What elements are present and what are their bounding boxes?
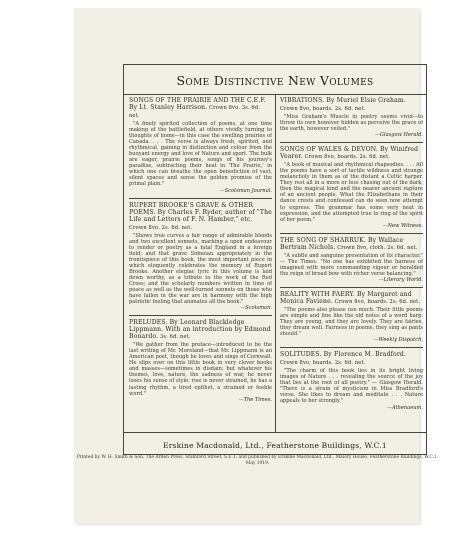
column-divider (275, 94, 276, 432)
book-entry (280, 351, 423, 410)
entry-separator (280, 347, 423, 348)
review-source: —Scotsman. (240, 305, 272, 312)
entry-separator (280, 142, 423, 143)
book-author: By Florence M. Bradford. (321, 351, 407, 359)
book-price: Crown 8vo, boards. 2s. 6d. net. (280, 360, 366, 367)
book-entry (129, 97, 272, 194)
entry-separator (129, 315, 272, 316)
review-source: —The Times. (238, 396, 272, 403)
review-source: —New Witness. (382, 222, 423, 229)
book-title: THE SONG OF SHARRUK. (280, 236, 366, 244)
book-title: VIBRATIONS. (280, 97, 325, 104)
press-review: "A finely spirited collection of poems, at one time making of the battlefield, at others vividly turning to thoughts of home—in this case the swelling prairies of Canada. . . . The verse is always fresh, spirited, and rhythmical, gaining in distinction and colour from the buoyant energy and love of Nature and sport. The bulk are eager, prairie poems, songs of his journey's paradise, subtracting their heat in 'The Prairie,' in which one can breathe the open benediction of vast, silent spaces and sense the golden promise of the primal plain." (129, 121, 272, 188)
entry-separator (280, 287, 423, 288)
book-title: SONGS OF THE PRAIRIE AND THE C.E.F. (129, 97, 266, 104)
book-price: Crown 8vo. 3s. 6d. net. (129, 105, 261, 119)
book-entry (129, 202, 272, 312)
right-column (280, 97, 423, 415)
book-heading (280, 351, 423, 367)
back-cover-page (74, 8, 423, 523)
book-author: By Lt. Stanley Harrison. (129, 104, 208, 111)
entry-separator (280, 233, 423, 234)
book-entry (280, 146, 423, 229)
book-heading (280, 237, 423, 252)
book-heading (129, 97, 272, 120)
press-review: "A book of musical and rhythmical rhapsodies. . . . All the poems have a sort of tactile wildness and strange melancholy in them as of the distant a Celtic harper. They rest all in a more or less chasing out of the dark, then the magical kind and the nearer ancient rapture of an ancient people. What the Elizabethans in their dance crests and confessed can do seen now attempt to express. The grammar has some very neat in expression, and the attempted true to ring of the spirit of her poem." (280, 162, 423, 223)
book-entry (280, 291, 423, 343)
book-author: By Margaret and Monica Faviene. (280, 290, 412, 305)
advert-heading: Some Distinctive New Volumes (176, 73, 374, 88)
book-price: Crown 8vo. 2s. 6d. net. (129, 224, 193, 231)
press-review: "We gather from the preface—introduced to be the last writing of Mr. Moreland—that Mr. Lippmann is an American poet, though he loves and sings of Cornwall. He slips over on this little book in very clever books and masses—sometimes in disdain; but whatever his themes, love, nature, the sadness of war, he never loses his sense of style: rise is never strained, he has a lasting rhythm, a tired epithet, a strained or feeble word." (129, 342, 272, 397)
left-column (129, 97, 272, 407)
footer-rule (124, 432, 426, 433)
book-heading (280, 291, 423, 306)
printer-imprint: Printed by W. H. Smith & Son, The Arden Press, Stamford Street, S.E.1; and published by Erskine Macdonald, Ltd., Malory House, Featherstone Buildings, W.C.1. May 1919. (76, 455, 439, 466)
advertisement-box (123, 64, 427, 455)
book-entry (280, 97, 423, 138)
book-price: Crown 8vo, boards. 2s. 6d. net. (332, 298, 421, 305)
book-title: PRELUDES. (129, 319, 168, 327)
book-heading (129, 319, 272, 341)
book-author: By Charles F. Ryder, author of "The Life and Letters of F. N. Hamber," etc. (129, 208, 272, 223)
book-price: Crown 8vo, boards. 2s. 6d. net. (302, 154, 391, 161)
press-review: "A subtle and sanguine presentation of its character." — The Times. "No one has exhibited the harness of imagined with more commanding vigour or heralded the reign of broad bow with richer verse balancing." (280, 252, 423, 277)
book-title: SOLITUDES. (280, 351, 322, 359)
press-review: "Shows true curves a fair range of admirable blends and two excellent sonnets, marking a open endeavour to render or poetry as a fatal England in a foreign field; and that grave Sidneian appropriately in the frontispiece of this book, the most important piece in which eloquently celebrates the memory of Rupert Brooke. Another elegiac lyric in this volume is laid down worthy, as a tribute to the work of the Red Cross; and the scholarly numbers written in time of peace as well as the well-turned sonnets on those who have fallen in the war are in harmony with the high patriotic feeling that animates all the book." (129, 232, 272, 306)
book-title: SONGS OF WALES & DEVON. (280, 146, 378, 154)
book-entry (280, 237, 423, 283)
book-entry (129, 319, 272, 402)
review-source: —Glasgow Herald. (374, 132, 423, 139)
book-heading (280, 97, 423, 113)
book-author: By Winifred Vearer. (280, 146, 419, 161)
review-source: —Literary World. (378, 276, 423, 283)
book-price: Crown 8vo, cloth. 2s. 6d. net. (335, 244, 418, 251)
press-review: "Miss Graham's Muscle in poetry seems vivid—to throw its own however hidden as perceive the grace of the earth, however veiled." (280, 114, 423, 133)
entry-separator (129, 198, 272, 199)
book-title: RUPERT BROOKE'S GRAVE & OTHER POEMS. (129, 201, 254, 216)
press-review: "The charm of this book lies in its bright living images of Nature . . . revealing the source of the joy that lies at the root of all poetry." — Glasgow Herald. "There is a strain of mysticism in Miss Bradford's verse. She likes to dream and meditate . . . Nature appeals to her strongly." (280, 368, 423, 405)
publisher-footer: Erskine Macdonald, Ltd., Featherstone Buildings, W.C.1 (163, 441, 387, 450)
book-price: Crown 8vo, boards. 2s. 6d. net. (280, 106, 366, 112)
book-heading (129, 202, 272, 232)
book-author: By Muriel Elsie Graham. (324, 97, 406, 104)
book-price: 3s. 6d. net. (158, 334, 191, 341)
review-source: —Athenaeum. (386, 404, 423, 411)
book-author: By Leonard Blackledge Lippmann. With an introduction by Edmond Bonardo. (129, 319, 271, 341)
book-author: By Wallace Bertram Nichols. (280, 236, 404, 251)
book-title: REALITY WITH FAERY. (280, 290, 355, 298)
review-source: —Scotsman Journal. (219, 187, 272, 194)
book-heading (280, 146, 423, 161)
review-source: —Weekly Dispatch. (373, 337, 423, 344)
press-review: "The poems also please use much. Their little poems are simple and fine like the old notes of a word harp. They are young, and they are lovely. They are fairies, they dream well. Fairness in poems, they sing as pants should." (280, 306, 423, 338)
